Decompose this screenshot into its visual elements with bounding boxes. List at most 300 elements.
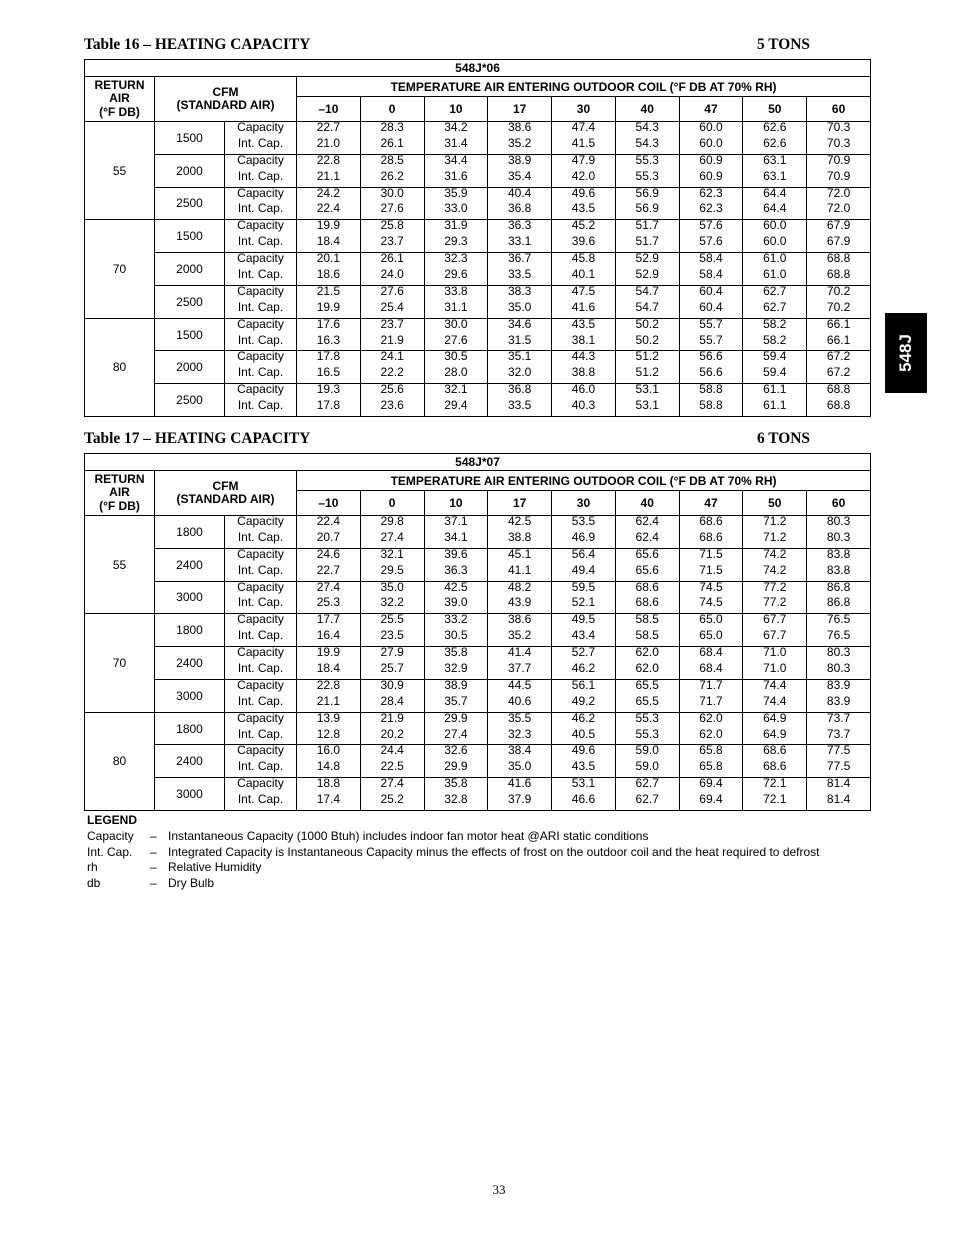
int-cap-value: 29.9 <box>424 761 488 777</box>
capacity-row <box>85 384 871 400</box>
capacity-value: 62.0 <box>615 647 679 663</box>
capacity-value: 54.7 <box>615 285 679 301</box>
capacity-value: 32.1 <box>424 384 488 400</box>
capacity-value: 76.5 <box>807 614 871 630</box>
int-cap-value: 21.9 <box>360 335 424 351</box>
temperature-column-header: 47 <box>679 97 743 122</box>
int-cap-value: 54.3 <box>615 138 679 154</box>
capacity-value: 20.1 <box>297 253 361 269</box>
int-cap-value: 37.9 <box>488 794 552 810</box>
int-cap-label: Int. Cap. <box>225 171 297 187</box>
table-tonnage: 6 TONS <box>757 430 810 447</box>
legend-item <box>87 829 820 845</box>
capacity-value: 69.4 <box>679 778 743 794</box>
table-heading <box>84 430 870 453</box>
int-cap-value: 56.6 <box>679 367 743 383</box>
temperature-header: TEMPERATURE AIR ENTERING OUTDOOR COIL (°F DB AT 70% RH) <box>297 471 871 491</box>
capacity-value: 38.3 <box>488 285 552 301</box>
capacity-value: 22.8 <box>297 679 361 695</box>
temperature-column-header: 60 <box>807 491 871 516</box>
capacity-label: Capacity <box>225 778 297 794</box>
capacity-value: 35.9 <box>424 187 488 203</box>
int-cap-value: 34.1 <box>424 532 488 548</box>
capacity-value: 40.4 <box>488 187 552 203</box>
capacity-value: 57.6 <box>679 220 743 236</box>
capacity-value: 53.1 <box>552 778 616 794</box>
table-title: Table 16 – HEATING CAPACITY <box>84 36 311 53</box>
int-cap-value: 27.4 <box>424 729 488 745</box>
capacity-value: 62.3 <box>679 187 743 203</box>
capacity-value: 55.3 <box>615 712 679 728</box>
capacity-row <box>85 285 871 301</box>
int-cap-value: 68.6 <box>743 761 807 777</box>
capacity-value: 80.3 <box>807 516 871 532</box>
table-title: Table 17 – HEATING CAPACITY <box>84 430 311 447</box>
capacity-value: 34.4 <box>424 154 488 170</box>
capacity-value: 53.5 <box>552 516 616 532</box>
int-cap-label: Int. Cap. <box>225 335 297 351</box>
capacity-value: 25.6 <box>360 384 424 400</box>
temperature-column-header: 40 <box>615 491 679 516</box>
int-cap-value: 62.7 <box>615 794 679 810</box>
capacity-value: 30.0 <box>424 318 488 334</box>
temperature-column-header: 10 <box>424 97 488 122</box>
capacity-value: 31.9 <box>424 220 488 236</box>
capacity-value: 49.6 <box>552 187 616 203</box>
return-air-header <box>85 77 155 122</box>
return-air-value: 55 <box>85 122 155 220</box>
capacity-value: 41.6 <box>488 778 552 794</box>
legend-dash: – <box>150 876 157 891</box>
int-cap-value: 68.4 <box>679 663 743 679</box>
int-cap-value: 63.1 <box>743 171 807 187</box>
int-cap-value: 64.4 <box>743 203 807 219</box>
capacity-row <box>85 318 871 334</box>
capacity-value: 62.6 <box>743 122 807 138</box>
table-body <box>85 122 871 417</box>
capacity-value: 46.0 <box>552 384 616 400</box>
int-cap-value: 31.4 <box>424 138 488 154</box>
int-cap-value: 20.2 <box>360 729 424 745</box>
capacity-value: 72.0 <box>807 187 871 203</box>
capacity-label: Capacity <box>225 318 297 334</box>
capacity-value: 59.0 <box>615 745 679 761</box>
table-tonnage: 5 TONS <box>757 36 810 53</box>
int-cap-value: 31.5 <box>488 335 552 351</box>
capacity-value: 29.9 <box>424 712 488 728</box>
capacity-value: 23.7 <box>360 318 424 334</box>
capacity-value: 17.8 <box>297 351 361 367</box>
capacity-label: Capacity <box>225 647 297 663</box>
cfm-value: 2000 <box>155 154 225 187</box>
cfm-value: 2400 <box>155 647 225 680</box>
legend-item <box>87 876 820 892</box>
page-number: 33 <box>492 1182 506 1197</box>
capacity-value: 62.0 <box>679 712 743 728</box>
capacity-row <box>85 548 871 564</box>
capacity-value: 47.9 <box>552 154 616 170</box>
int-cap-value: 81.4 <box>807 794 871 810</box>
int-cap-value: 33.5 <box>488 269 552 285</box>
table-header <box>85 454 871 516</box>
capacity-value: 68.6 <box>679 516 743 532</box>
int-cap-value: 17.8 <box>297 400 361 416</box>
temperature-column-header: –10 <box>297 491 361 516</box>
capacity-value: 28.5 <box>360 154 424 170</box>
capacity-value: 67.7 <box>743 614 807 630</box>
legend-definition: Instantaneous Capacity (1000 Btuh) includes indoor fan motor heat @ARI static conditions <box>168 828 649 843</box>
capacity-value: 21.9 <box>360 712 424 728</box>
int-cap-value: 65.8 <box>679 761 743 777</box>
int-cap-value: 20.7 <box>297 532 361 548</box>
capacity-value: 61.0 <box>743 253 807 269</box>
capacity-value: 71.7 <box>679 679 743 695</box>
capacity-value: 48.2 <box>488 581 552 597</box>
capacity-label: Capacity <box>225 351 297 367</box>
capacity-row <box>85 187 871 203</box>
capacity-value: 38.4 <box>488 745 552 761</box>
int-cap-value: 68.6 <box>615 597 679 613</box>
int-cap-value: 74.5 <box>679 597 743 613</box>
return-air-value: 80 <box>85 318 155 416</box>
cfm-value: 2000 <box>155 253 225 286</box>
capacity-value: 26.1 <box>360 253 424 269</box>
temperature-column-header: 30 <box>552 491 616 516</box>
capacity-value: 32.1 <box>360 548 424 564</box>
int-cap-value: 50.2 <box>615 335 679 351</box>
capacity-value: 30.9 <box>360 679 424 695</box>
int-cap-value: 23.7 <box>360 236 424 252</box>
cfm-value: 3000 <box>155 581 225 614</box>
int-cap-label: Int. Cap. <box>225 236 297 252</box>
int-cap-label: Int. Cap. <box>225 203 297 219</box>
int-cap-value: 16.3 <box>297 335 361 351</box>
int-cap-value: 59.4 <box>743 367 807 383</box>
int-cap-value: 29.5 <box>360 565 424 581</box>
capacity-value: 74.4 <box>743 679 807 695</box>
legend-dash: – <box>150 844 157 859</box>
temperature-column-header: 47 <box>679 491 743 516</box>
capacity-value: 46.2 <box>552 712 616 728</box>
int-cap-value: 52.9 <box>615 269 679 285</box>
int-cap-value: 40.6 <box>488 696 552 712</box>
capacity-value: 65.6 <box>615 548 679 564</box>
capacity-value: 13.9 <box>297 712 361 728</box>
int-cap-value: 67.9 <box>807 236 871 252</box>
int-cap-value: 83.8 <box>807 565 871 581</box>
capacity-value: 27.6 <box>360 285 424 301</box>
legend-definition: Integrated Capacity is Instantaneous Capacity minus the effects of frost on the outdoor coil and the heat required to defrost <box>168 844 820 859</box>
capacity-value: 16.0 <box>297 745 361 761</box>
capacity-value: 52.7 <box>552 647 616 663</box>
capacity-label: Capacity <box>225 516 297 532</box>
cfm-value: 2000 <box>155 351 225 384</box>
capacity-label: Capacity <box>225 154 297 170</box>
capacity-value: 58.2 <box>743 318 807 334</box>
cfm-value: 1800 <box>155 516 225 549</box>
capacity-row <box>85 647 871 663</box>
int-cap-label: Int. Cap. <box>225 138 297 154</box>
int-cap-value: 18.6 <box>297 269 361 285</box>
int-cap-label: Int. Cap. <box>225 269 297 285</box>
cfm-value: 1500 <box>155 220 225 253</box>
capacity-label: Capacity <box>225 581 297 597</box>
temperature-column-header: –10 <box>297 97 361 122</box>
int-cap-value: 33.5 <box>488 400 552 416</box>
capacity-value: 17.6 <box>297 318 361 334</box>
int-cap-value: 41.6 <box>552 302 616 318</box>
capacity-value: 34.2 <box>424 122 488 138</box>
capacity-value: 54.3 <box>615 122 679 138</box>
int-cap-value: 35.4 <box>488 171 552 187</box>
side-tab-label: 548J <box>896 334 915 372</box>
int-cap-value: 64.9 <box>743 729 807 745</box>
capacity-value: 60.0 <box>743 220 807 236</box>
capacity-value: 65.5 <box>615 679 679 695</box>
capacity-row <box>85 614 871 630</box>
legend-dash: – <box>150 828 157 843</box>
legend-term: Int. Cap. <box>87 844 133 859</box>
return-air-header-line: AIR <box>109 485 130 500</box>
capacity-value: 56.6 <box>679 351 743 367</box>
cfm-value: 1800 <box>155 712 225 745</box>
capacity-value: 64.4 <box>743 187 807 203</box>
int-cap-value: 12.8 <box>297 729 361 745</box>
int-cap-value: 71.7 <box>679 696 743 712</box>
temperature-column-header: 0 <box>360 491 424 516</box>
capacity-value: 49.6 <box>552 745 616 761</box>
capacity-value: 22.4 <box>297 516 361 532</box>
int-cap-value: 25.4 <box>360 302 424 318</box>
table-heading <box>84 36 870 59</box>
int-cap-value: 38.8 <box>552 367 616 383</box>
int-cap-value: 29.4 <box>424 400 488 416</box>
int-cap-value: 71.0 <box>743 663 807 679</box>
legend-title: LEGEND <box>87 813 138 827</box>
return-air-header <box>85 471 155 516</box>
table-body <box>85 516 871 811</box>
capacity-value: 19.3 <box>297 384 361 400</box>
int-cap-label: Int. Cap. <box>225 696 297 712</box>
int-cap-value: 60.4 <box>679 302 743 318</box>
int-cap-value: 46.2 <box>552 663 616 679</box>
capacity-value: 66.1 <box>807 318 871 334</box>
int-cap-value: 83.9 <box>807 696 871 712</box>
int-cap-value: 35.0 <box>488 761 552 777</box>
capacity-value: 59.5 <box>552 581 616 597</box>
int-cap-value: 46.9 <box>552 532 616 548</box>
capacity-label: Capacity <box>225 679 297 695</box>
capacity-value: 24.4 <box>360 745 424 761</box>
table-header <box>85 60 871 122</box>
cfm-header-line: (STANDARD AIR) <box>176 492 275 506</box>
int-cap-value: 52.1 <box>552 597 616 613</box>
capacity-value: 58.5 <box>615 614 679 630</box>
capacity-value: 71.2 <box>743 516 807 532</box>
int-cap-value: 22.7 <box>297 565 361 581</box>
capacity-value: 38.6 <box>488 614 552 630</box>
int-cap-value: 65.0 <box>679 630 743 646</box>
int-cap-value: 73.7 <box>807 729 871 745</box>
cfm-header-line: (STANDARD AIR) <box>176 98 275 112</box>
int-cap-label: Int. Cap. <box>225 630 297 646</box>
capacity-value: 70.2 <box>807 285 871 301</box>
cfm-value: 2400 <box>155 548 225 581</box>
int-cap-value: 62.3 <box>679 203 743 219</box>
capacity-value: 60.0 <box>679 122 743 138</box>
capacity-value: 71.5 <box>679 548 743 564</box>
int-cap-value: 74.2 <box>743 565 807 581</box>
capacity-value: 52.9 <box>615 253 679 269</box>
int-cap-value: 43.5 <box>552 761 616 777</box>
int-cap-label: Int. Cap. <box>225 663 297 679</box>
capacity-value: 62.7 <box>743 285 807 301</box>
int-cap-label: Int. Cap. <box>225 367 297 383</box>
header-row <box>85 471 871 491</box>
int-cap-value: 80.3 <box>807 532 871 548</box>
int-cap-value: 35.7 <box>424 696 488 712</box>
capacity-value: 35.8 <box>424 647 488 663</box>
legend-definition: Dry Bulb <box>168 876 215 891</box>
capacity-value: 38.9 <box>424 679 488 695</box>
int-cap-label: Int. Cap. <box>225 565 297 581</box>
return-air-header-line: (°F DB) <box>99 104 140 119</box>
int-cap-value: 72.1 <box>743 794 807 810</box>
capacity-value: 36.8 <box>488 384 552 400</box>
model-row <box>85 60 871 77</box>
capacity-row <box>85 581 871 597</box>
cfm-value: 2500 <box>155 384 225 417</box>
int-cap-value: 39.0 <box>424 597 488 613</box>
side-tab <box>885 313 927 393</box>
temperature-column-header: 60 <box>807 97 871 122</box>
capacity-value: 25.8 <box>360 220 424 236</box>
int-cap-label: Int. Cap. <box>225 794 297 810</box>
capacity-row <box>85 516 871 532</box>
capacity-label: Capacity <box>225 712 297 728</box>
int-cap-value: 38.1 <box>552 335 616 351</box>
capacity-value: 27.9 <box>360 647 424 663</box>
return-air-header-line: AIR <box>109 91 130 106</box>
int-cap-value: 49.2 <box>552 696 616 712</box>
capacity-value: 64.9 <box>743 712 807 728</box>
capacity-value: 30.5 <box>424 351 488 367</box>
int-cap-value: 21.0 <box>297 138 361 154</box>
heating-capacity-block <box>84 430 870 811</box>
capacity-value: 73.7 <box>807 712 871 728</box>
int-cap-value: 37.7 <box>488 663 552 679</box>
int-cap-value: 57.6 <box>679 236 743 252</box>
capacity-value: 24.6 <box>297 548 361 564</box>
capacity-value: 60.9 <box>679 154 743 170</box>
capacity-value: 27.4 <box>360 778 424 794</box>
capacity-value: 68.6 <box>743 745 807 761</box>
return-air-header-line: (°F DB) <box>99 498 140 513</box>
capacity-row <box>85 351 871 367</box>
capacity-row <box>85 712 871 728</box>
int-cap-value: 40.1 <box>552 269 616 285</box>
int-cap-value: 38.8 <box>488 532 552 548</box>
capacity-row <box>85 778 871 794</box>
int-cap-value: 58.5 <box>615 630 679 646</box>
legend-term: rh <box>87 860 98 875</box>
int-cap-value: 59.0 <box>615 761 679 777</box>
cfm-value: 2400 <box>155 745 225 778</box>
capacity-value: 24.2 <box>297 187 361 203</box>
int-cap-value: 35.0 <box>488 302 552 318</box>
int-cap-value: 32.0 <box>488 367 552 383</box>
capacity-value: 83.9 <box>807 679 871 695</box>
capacity-value: 71.0 <box>743 647 807 663</box>
capacity-value: 80.3 <box>807 647 871 663</box>
int-cap-value: 71.2 <box>743 532 807 548</box>
int-cap-value: 77.5 <box>807 761 871 777</box>
int-cap-value: 77.2 <box>743 597 807 613</box>
capacity-value: 68.8 <box>807 253 871 269</box>
capacity-value: 58.4 <box>679 253 743 269</box>
capacity-value: 42.5 <box>424 581 488 597</box>
int-cap-value: 32.9 <box>424 663 488 679</box>
cfm-header-line: CFM <box>212 478 239 493</box>
int-cap-value: 31.6 <box>424 171 488 187</box>
int-cap-value: 61.1 <box>743 400 807 416</box>
int-cap-value: 60.0 <box>743 236 807 252</box>
cfm-header-line: CFM <box>212 84 239 99</box>
int-cap-value: 55.3 <box>615 729 679 745</box>
capacity-value: 30.0 <box>360 187 424 203</box>
capacity-label: Capacity <box>225 187 297 203</box>
cfm-value: 1500 <box>155 122 225 155</box>
legend-definition: Relative Humidity <box>168 860 262 875</box>
int-cap-value: 46.6 <box>552 794 616 810</box>
int-cap-label: Int. Cap. <box>225 761 297 777</box>
capacity-value: 70.9 <box>807 154 871 170</box>
int-cap-value: 16.5 <box>297 367 361 383</box>
capacity-value: 51.2 <box>615 351 679 367</box>
int-cap-value: 16.4 <box>297 630 361 646</box>
int-cap-value: 31.1 <box>424 302 488 318</box>
int-cap-value: 41.1 <box>488 565 552 581</box>
temperature-column-header: 0 <box>360 97 424 122</box>
int-cap-value: 68.8 <box>807 400 871 416</box>
cfm-header <box>155 471 297 516</box>
int-cap-value: 43.9 <box>488 597 552 613</box>
header-row <box>85 77 871 97</box>
int-cap-label: Int. Cap. <box>225 597 297 613</box>
int-cap-value: 33.1 <box>488 236 552 252</box>
int-cap-value: 43.4 <box>552 630 616 646</box>
cfm-value: 1500 <box>155 318 225 351</box>
capacity-value: 49.5 <box>552 614 616 630</box>
capacity-value: 56.4 <box>552 548 616 564</box>
return-air-value: 55 <box>85 516 155 614</box>
capacity-value: 60.4 <box>679 285 743 301</box>
capacity-label: Capacity <box>225 614 297 630</box>
capacity-label: Capacity <box>225 220 297 236</box>
capacity-label: Capacity <box>225 548 297 564</box>
capacity-value: 33.2 <box>424 614 488 630</box>
capacity-value: 65.8 <box>679 745 743 761</box>
int-cap-value: 43.5 <box>552 203 616 219</box>
int-cap-value: 56.9 <box>615 203 679 219</box>
capacity-value: 77.2 <box>743 581 807 597</box>
capacity-value: 63.1 <box>743 154 807 170</box>
int-cap-value: 51.2 <box>615 367 679 383</box>
int-cap-value: 28.0 <box>424 367 488 383</box>
capacity-value: 77.5 <box>807 745 871 761</box>
int-cap-value: 33.0 <box>424 203 488 219</box>
capacity-value: 62.4 <box>615 516 679 532</box>
